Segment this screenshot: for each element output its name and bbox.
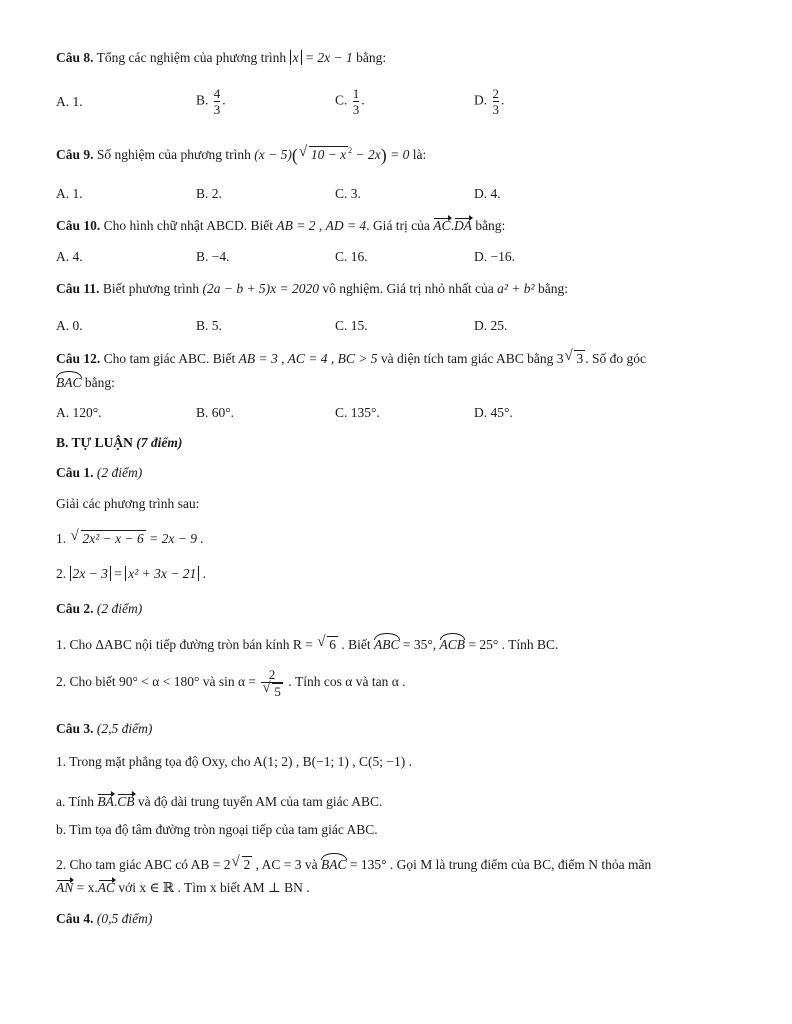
c2-part2-den-radicand: 5 xyxy=(274,684,281,699)
c3-vector-ba: BA xyxy=(97,794,114,809)
q9-stem: Câu 9. Số nghiệm của phương trình (x − 5)(√ 10 − x $^2$ − 2x) = 0 là: xyxy=(56,145,426,166)
q8-rhs: = 2x − 1 xyxy=(301,50,353,65)
part-b-heading xyxy=(56,435,182,451)
c2-part1: 1. Cho ΔABC nội tiếp đường tròn bán kính R = √ 6 . Biết ABC = 35°, ACB = 25° . Tính BC. xyxy=(56,636,558,653)
q8-option-b: B. $\frac{4}{3}$ . xyxy=(196,86,226,117)
q11-option-a: A. 0. xyxy=(56,318,83,333)
q10-vector-da: DA xyxy=(453,218,472,233)
q12-angle: BAC xyxy=(56,375,82,390)
q10-option-b: B. −4. xyxy=(196,249,230,264)
q10-ab: AB = 2 xyxy=(276,218,316,233)
c1-points: (2 điểm) xyxy=(93,465,143,480)
c2-angle-acb: ACB xyxy=(439,637,466,652)
q12-stem xyxy=(56,350,646,367)
q12-stem-line2 xyxy=(56,375,115,391)
c2-angle-abc: ABC xyxy=(374,637,400,652)
c4-heading xyxy=(56,911,152,927)
q10-option-a: A. 4. xyxy=(56,249,83,264)
c1-part1-radicand: 2x² − x − 6 xyxy=(82,531,144,546)
q8-stem xyxy=(56,50,386,66)
c3-vector-cb: CB xyxy=(117,794,135,809)
c3-part2-radicand: 2 xyxy=(243,857,251,872)
c3-part2: 2. Cho tam giác ABC có AB = 2√ 2 , AC = 3 và BAC = 135° . Gọi M là trung điểm của BC, điểm N thỏa mãn xyxy=(56,856,651,873)
q8-tail: bằng: xyxy=(352,50,387,65)
q12-conditions: AB = 3 , AC = 4 , BC > 5 xyxy=(238,351,378,366)
q8-label: Câu 8. xyxy=(56,50,94,65)
c2-label: Câu 2. xyxy=(56,601,94,616)
q12-option-d: D. 45°. xyxy=(474,405,513,420)
q12-tail: . Số đo góc xyxy=(585,351,646,366)
q9-label: Câu 9. xyxy=(56,147,94,162)
c1-part1: 1. √ 2x² − x − 6 = 2x − 9 . xyxy=(56,530,204,547)
q11-option-c: C. 15. xyxy=(335,318,368,333)
c3-part1: 1. Trong mặt phẳng tọa độ Oxy, cho A(1; 2) , B(−1; 1) , C(5; −1) . xyxy=(56,754,412,769)
q9-factor1: (x − 5) xyxy=(254,147,292,162)
c3-part1a: a. Tính BA.CB và độ dài trung tuyến AM của tam giác ABC. xyxy=(56,794,383,809)
q10-stem: Câu 10. Cho hình chữ nhật ABCD. Biết AB = 2 , AD = 4. Giá trị của AC.DA bằng: xyxy=(56,218,506,233)
q9-option-d: D. 4. xyxy=(474,186,501,201)
q11-label: Câu 11. xyxy=(56,281,100,296)
q9-radicand: 10 − x xyxy=(310,147,347,162)
c1-part1-rhs: = 2x − 9 . xyxy=(145,531,204,546)
q9-factor2: − 2x xyxy=(352,147,381,162)
q11-equation: (2a − b + 5)x = 2020 xyxy=(202,281,320,296)
c2-points: (2 điểm) xyxy=(93,601,143,616)
c3-part1b: b. Tìm tọa độ tâm đường tròn ngoại tiếp của tam giác ABC. xyxy=(56,822,378,837)
q10-mid: . Giá trị của xyxy=(366,218,434,233)
q12-option-b: B. 60°. xyxy=(196,405,235,420)
q12-option-c: C. 135°. xyxy=(335,405,380,420)
q12-area-radicand: 3 xyxy=(576,351,584,366)
q11-option-b: B. 5. xyxy=(196,318,222,333)
q12-mid: và diện tích tam giác ABC bằng xyxy=(377,351,557,366)
c3-angle-bac: BAC xyxy=(321,857,347,872)
q8-text: Tổng các nghiệm của phương trình xyxy=(93,50,290,65)
q12-area-coef: 3 xyxy=(556,351,564,366)
q9-option-b: B. 2. xyxy=(196,186,222,201)
q9-text: Số nghiệm của phương trình xyxy=(93,147,255,162)
q8-option-a: A. 1. xyxy=(56,94,83,109)
q8-option-d: D. $\frac{2}{3}$ . xyxy=(474,86,505,117)
q9-option-c: C. 3. xyxy=(335,186,361,201)
q11-tail: bằng: xyxy=(534,281,568,296)
part-b-label: B. TỰ LUẬN xyxy=(56,435,133,450)
q9-eq-rhs: = 0 xyxy=(386,147,410,162)
c2-part2: 2. Cho biết 90° < α < 180° và sin α = 2 √ 5 . Tính cos α và tan α . xyxy=(56,667,406,699)
c3-label: Câu 3. xyxy=(56,721,94,736)
c4-points: (0,5 điểm) xyxy=(93,911,153,926)
q12-option-a: A. 120°. xyxy=(56,405,102,420)
c1-part2-lhs: 2x − 3 xyxy=(70,566,111,581)
q12-text: Cho tam giác ABC. Biết xyxy=(100,351,239,366)
c1-part2: 2. 2x − 3 = x² + 3x − 21 . xyxy=(56,566,206,581)
c2-heading xyxy=(56,601,142,617)
c3-vector-ac: AC xyxy=(97,880,116,895)
part-b-points: (7 điểm) xyxy=(132,435,183,450)
c2-part1-radicand: 6 xyxy=(329,637,337,652)
c1-label: Câu 1. xyxy=(56,465,94,480)
c1-intro: Giải các phương trình sau: xyxy=(56,496,200,511)
c1-part2-rhs: x² + 3x − 21 xyxy=(125,566,199,581)
c1-heading xyxy=(56,465,142,481)
q11-stem xyxy=(56,281,568,297)
q9-tail: là: xyxy=(409,147,427,162)
q10-option-c: C. 16. xyxy=(335,249,368,264)
c3-vector-an: AN xyxy=(56,880,74,895)
q9-option-a: A. 1. xyxy=(56,186,83,201)
c3-heading xyxy=(56,721,152,737)
q8-option-c: C. $\frac{1}{3}$ . xyxy=(335,86,365,117)
c3-part2-line2: AN = x.AC với x ∈ ℝ . Tìm x biết AM ⊥ BN . xyxy=(56,880,310,895)
q11-option-d: D. 25. xyxy=(474,318,508,333)
q10-text: Cho hình chữ nhật ABCD. Biết xyxy=(100,218,277,233)
c3-points: (2,5 điểm) xyxy=(93,721,153,736)
q10-vector-ac: AC xyxy=(433,218,451,233)
q10-tail: bằng: xyxy=(471,218,506,233)
q12-label: Câu 12. xyxy=(56,351,101,366)
q10-ad: AD = 4 xyxy=(325,218,367,233)
q10-label: Câu 10. xyxy=(56,218,101,233)
q12-tail2: bằng: xyxy=(81,375,115,390)
q10-option-d: D. −16. xyxy=(474,249,515,264)
q8-abs: x xyxy=(290,50,302,65)
q11-mid: vô nghiệm. Giá trị nhỏ nhất của xyxy=(319,281,498,296)
c4-label: Câu 4. xyxy=(56,911,94,926)
q11-text: Biết phương trình xyxy=(99,281,203,296)
q11-expression: a² + b² xyxy=(497,281,535,296)
